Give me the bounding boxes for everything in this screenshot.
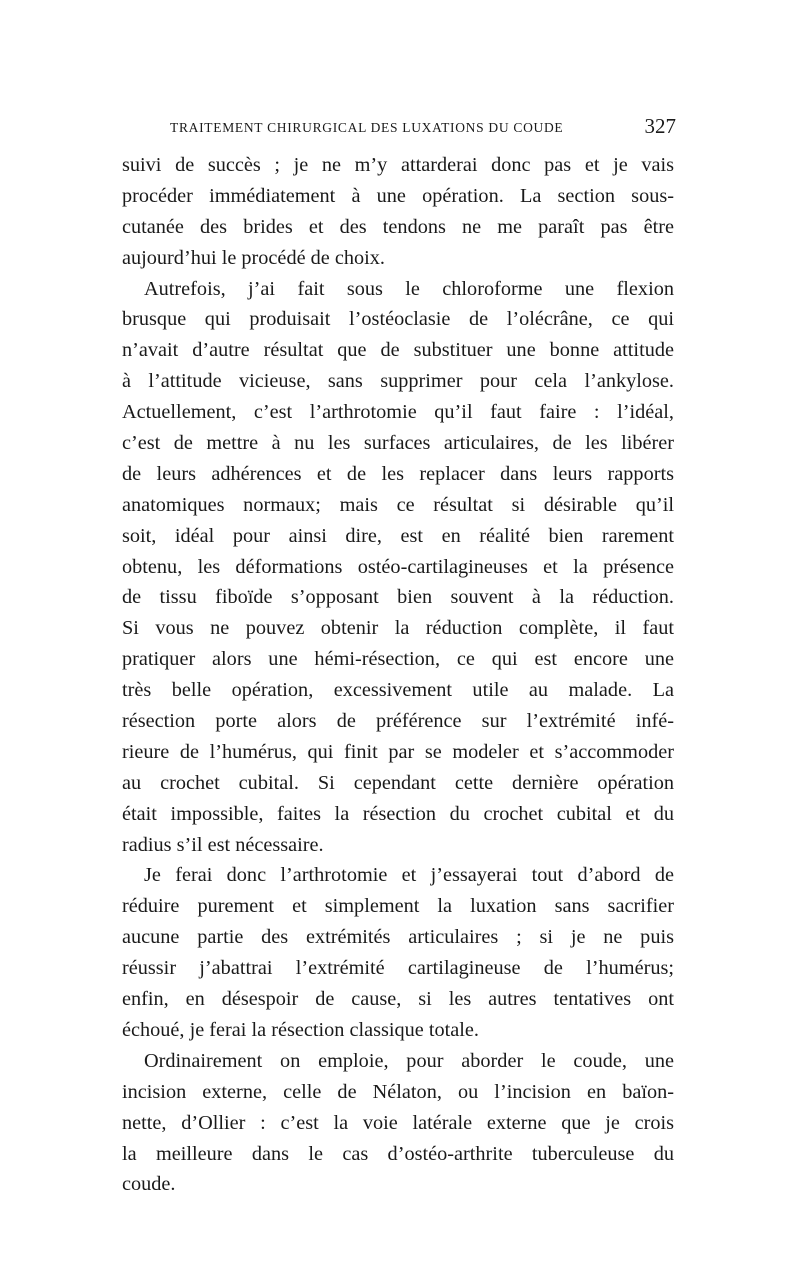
text-line: procéder immédiatement à une opération. La section sous-	[122, 184, 674, 207]
text-line: réussir j’abattrai l’extrémité cartilagineuse de l’humérus;	[122, 957, 674, 980]
text-line: nette, d’Ollier : c’est la voie latérale externe que je crois	[122, 1111, 674, 1134]
text-line: c’est de mettre à nu les surfaces articulaires, de les libérer	[122, 432, 674, 455]
text-line: incision externe, celle de Nélaton, ou l’incision en baïon-	[122, 1080, 674, 1103]
text-line: de tissu fiboïde s’opposant bien souvent à la réduction.	[122, 586, 674, 609]
page-number: 327	[644, 114, 676, 138]
text-line: brusque qui produisait l’ostéoclasie de l’olécrâne, ce qui	[122, 308, 674, 331]
text-line: obtenu, les déformations ostéo-cartilagineuses et la présence	[122, 555, 674, 578]
text-line: enfin, en désespoir de cause, si les autres tentatives ont	[122, 988, 674, 1011]
text-line: Actuellement, c’est l’arthrotomie qu’il faut faire : l’idéal,	[122, 401, 674, 424]
text-line: réduire purement et simplement la luxation sans sacrifier	[122, 895, 674, 918]
running-head	[122, 116, 678, 140]
text-line: de leurs adhérences et de les replacer dans leurs rapports	[122, 462, 674, 485]
running-title: TRAITEMENT CHIRURGICAL DES LUXATIONS DU COUDE	[170, 120, 564, 135]
text-line: pratiquer alors une hémi-résection, ce qui est encore une	[122, 648, 674, 671]
text-line: la meilleure dans le cas d’ostéo-arthrite tuberculeuse du	[122, 1142, 674, 1165]
text-line: suivi de succès ; je ne m’y attarderai donc pas et je vais	[122, 154, 674, 176]
text-line: Je ferai donc l’arthrotomie et j’essayerai tout d’abord de	[144, 864, 674, 887]
text-line: coude.	[122, 1173, 176, 1196]
text-line: Autrefois, j’ai fait sous le chloroforme une flexion	[144, 277, 674, 300]
text-line: à l’attitude vicieuse, sans supprimer pour cela l’ankylose.	[122, 370, 674, 393]
text-line: anatomiques normaux; mais ce résultat si désirable qu’il	[122, 493, 674, 516]
text-line: soit, idéal pour ainsi dire, est en réalité bien rarement	[122, 524, 674, 547]
text-line: était impossible, faites la résection du crochet cubital et du	[122, 802, 674, 825]
text-line: aujourd’hui le procédé de choix.	[122, 246, 385, 269]
text-line: échoué, je ferai la résection classique totale.	[122, 1018, 480, 1041]
text-line: très belle opération, excessivement utile au malade. La	[122, 679, 674, 702]
text-line: rieure de l’humérus, qui finit par se modeler et s’accommoder	[122, 740, 674, 763]
text-line: n’avait d’autre résultat que de substituer une bonne attitude	[122, 339, 674, 362]
text-line: résection porte alors de préférence sur l’extrémité infé-	[122, 710, 674, 733]
text-line: radius s’il est nécessaire.	[122, 833, 324, 856]
body-text	[122, 150, 674, 1200]
text-line: au crochet cubital. Si cependant cette dernière opération	[122, 771, 674, 794]
text-line: cutanée des brides et des tendons ne me paraît pas être	[122, 215, 674, 238]
text-line: Ordinairement on emploie, pour aborder le coude, une	[144, 1049, 674, 1072]
text-line: aucune partie des extrémités articulaires ; si je ne puis	[122, 926, 674, 949]
text-line: Si vous ne pouvez obtenir la réduction complète, il faut	[122, 617, 674, 640]
